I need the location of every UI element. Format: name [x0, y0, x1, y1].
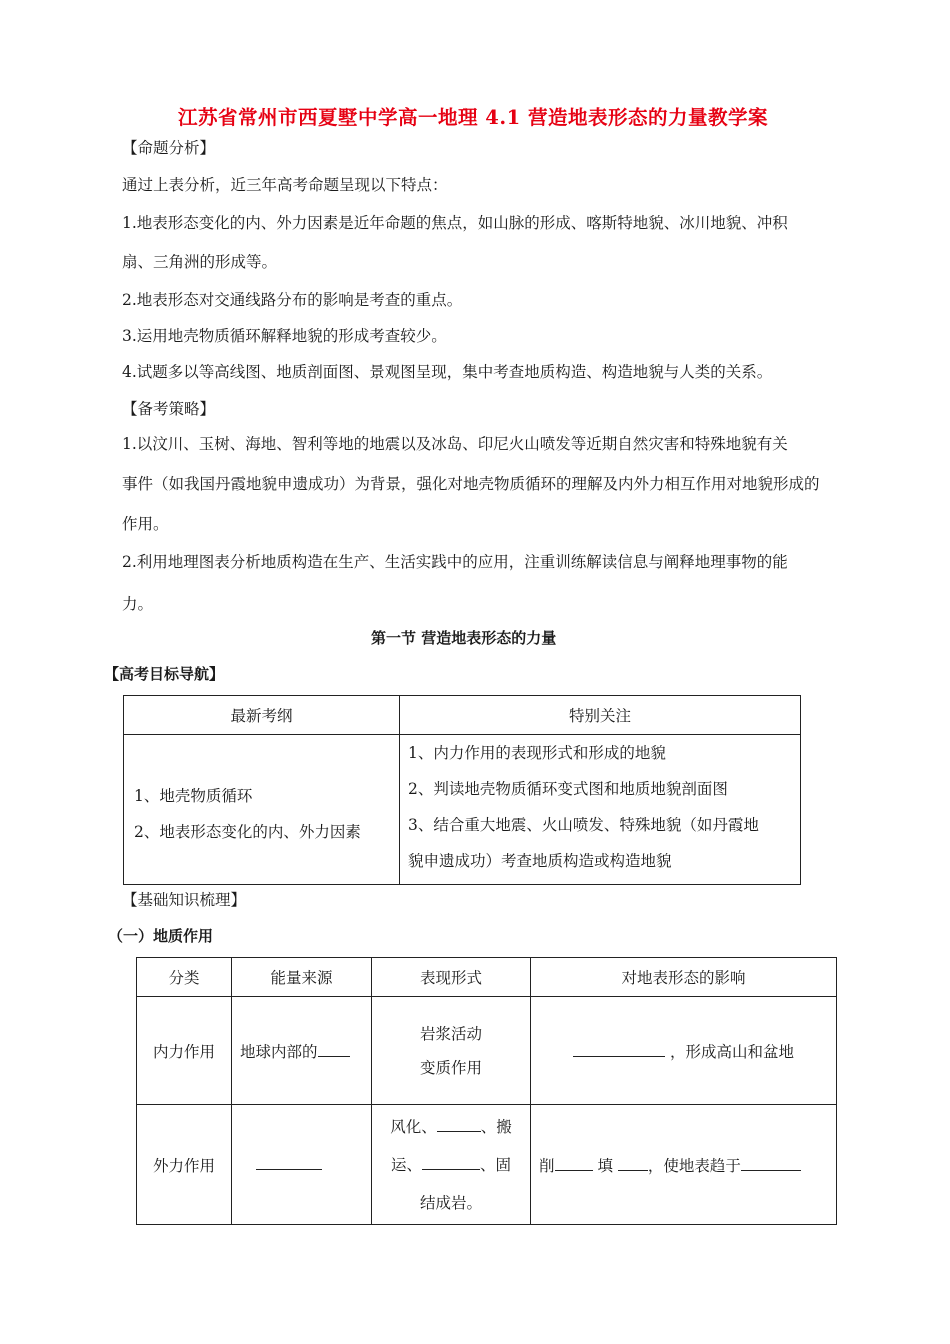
- row2-forms: [372, 1105, 531, 1225]
- row2-effect-a: 削: [539, 1156, 555, 1175]
- analysis-item-3: 3.运用地壳物质循环解释地貌的形成考查较少。: [122, 327, 447, 345]
- row2-form-c: 运、: [390, 1155, 422, 1174]
- strategy-item-1a: 1.以汶川、玉树、海地、智利等地的地震以及冰岛、印尼火山喷发等近期自然灾害和特殊地貌有关: [122, 435, 788, 453]
- row1-source: [232, 997, 372, 1105]
- row2-type: 外力作用: [137, 1105, 232, 1225]
- goal-focus-item-2: 2、判读地壳物质循环变式图和地质地貌剖面图: [408, 780, 728, 798]
- goal-focus-cell: [400, 735, 801, 885]
- row2-source: [232, 1105, 372, 1225]
- row1-effect-text: ，形成高山和盆地: [669, 1042, 794, 1061]
- analysis-item-1b: 扇、三角洲的形成等。: [122, 253, 278, 271]
- analysis-heading: 【命题分析】: [122, 139, 216, 157]
- row2-effect-blank-2[interactable]: [618, 1156, 648, 1171]
- analysis-item-4: 4.试题多以等高线图、地质剖面图、景观图呈现，集中考查地质构造、构造地貌与人类的关系。: [122, 363, 773, 381]
- geology-header-forms: 表现形式: [372, 958, 531, 997]
- analysis-intro: 通过上表分析，近三年高考命题呈现以下特点：: [122, 176, 448, 194]
- row1-type: 内力作用: [137, 997, 232, 1105]
- geology-header-source: 能量来源: [232, 958, 372, 997]
- row1-form-2: 变质作用: [419, 1058, 482, 1077]
- document-title: 江苏省常州市西夏墅中学高一地理 4.1 营造地表形态的力量教学案: [177, 106, 768, 129]
- analysis-item-2: 2.地表形态对交通线路分布的影响是考查的重点。: [122, 291, 463, 309]
- geology-table: [136, 957, 837, 1225]
- row2-form-blank-1[interactable]: [437, 1117, 481, 1132]
- section-title: 第一节 营造地表形态的力量: [371, 629, 557, 647]
- row2-effect-blank-1[interactable]: [555, 1156, 593, 1171]
- row1-source-blank[interactable]: [318, 1042, 350, 1057]
- goal-heading: 【高考目标导航】: [104, 665, 225, 683]
- strategy-heading: 【备考策略】: [122, 400, 216, 418]
- row2-source-blank[interactable]: [256, 1155, 322, 1170]
- basics-subheading: （一）地质作用: [108, 927, 214, 945]
- strategy-item-1c: 作用。: [122, 515, 169, 533]
- row2-effect-b: 填: [597, 1156, 613, 1175]
- row2-form-a: 风化、: [390, 1117, 437, 1136]
- geology-header-type: 分类: [137, 958, 232, 997]
- goal-table: [123, 695, 801, 885]
- geology-header-effect: 对地表形态的影响: [531, 958, 837, 997]
- goal-focus-item-3: 3、结合重大地震、火山喷发、特殊地貌（如丹霞地: [408, 816, 759, 834]
- row1-form-1: 岩浆活动: [419, 1024, 482, 1043]
- row2-form-blank-2[interactable]: [422, 1155, 480, 1170]
- row2-form-d: 、固: [480, 1155, 512, 1174]
- goal-outline-item-1: 1、地壳物质循环: [134, 786, 253, 805]
- strategy-item-1b: 事件（如我国丹霞地貌申遗成功）为背景，强化对地壳物质循环的理解及内外力相互作用对地貌形成的: [122, 475, 820, 493]
- strategy-item-2b: 力。: [122, 595, 154, 613]
- row2-form-e: 结成岩。: [419, 1193, 482, 1212]
- row1-forms: [372, 997, 531, 1105]
- row2-form-b: 、搬: [480, 1117, 512, 1136]
- row1-effect-blank[interactable]: [573, 1042, 665, 1057]
- basics-heading: 【基础知识梳理】: [122, 891, 247, 909]
- goal-focus-item-4: 貌申遗成功）考查地质构造或构造地貌: [408, 852, 672, 870]
- row2-effect-c: ，使地表趋于: [647, 1156, 741, 1175]
- goal-focus-item-1: 1、内力作用的表现形式和形成的地貌: [408, 744, 666, 762]
- row1-effect: [531, 997, 837, 1105]
- row2-effect: [531, 1105, 837, 1225]
- goal-outline-item-2: 2、地表形态变化的内、外力因素: [134, 822, 361, 841]
- row1-source-text: 地球内部的: [240, 1042, 318, 1061]
- row2-effect-blank-3[interactable]: [741, 1156, 801, 1171]
- goal-header-focus: 特别关注: [400, 696, 801, 735]
- goal-outline-cell: [124, 735, 400, 885]
- goal-header-outline: 最新考纲: [124, 696, 400, 735]
- strategy-item-2a: 2.利用地理图表分析地质构造在生产、生活实践中的应用，注重训练解读信息与阐释地理事物的能: [122, 553, 788, 571]
- analysis-item-1a: 1.地表形态变化的内、外力因素是近年命题的焦点，如山脉的形成、喀斯特地貌、冰川地貌、冲积: [122, 214, 788, 232]
